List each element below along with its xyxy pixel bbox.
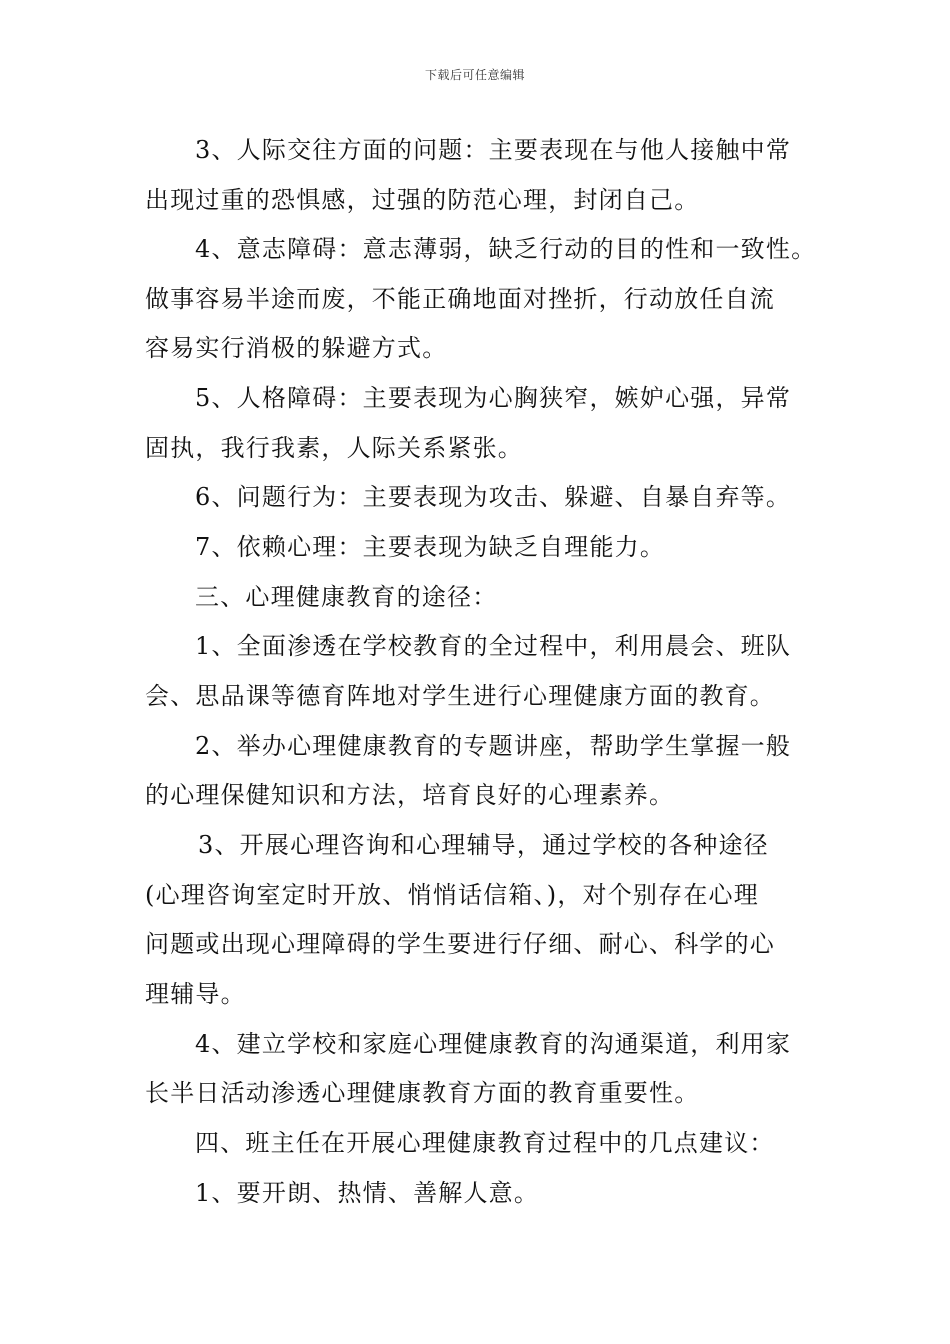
paragraph-line: 6、问题行为：主要表现为攻击、躲避、自暴自弃等。 [195, 483, 792, 511]
download-edit-note: 下载后可任意编辑 [424, 68, 525, 82]
section-heading: 三、心理健康教育的途径： [195, 583, 498, 611]
paragraph-line: 的心理保健知识和方法，培育良好的心理素养。 [145, 781, 675, 809]
paragraph-line: 长半日活动渗透心理健康教育方面的教育重要性。 [145, 1079, 700, 1107]
paragraph-line: 问题或出现心理障碍的学生要进行仔细、耐心、科学的心 [145, 930, 775, 958]
paragraph-line: 理辅导。 [145, 980, 246, 1008]
paragraph-line: 1、全面渗透在学校教育的全过程中，利用晨会、班队 [195, 632, 792, 660]
section-heading: 四、班主任在开展心理健康教育过程中的几点建议： [195, 1129, 775, 1157]
paragraph-line: 会、思品课等德育阵地对学生进行心理健康方面的教育。 [145, 682, 775, 710]
paragraph-line: 5、人格障碍：主要表现为心胸狭窄，嫉妒心强，异常 [195, 384, 792, 412]
paragraph-line: 3、开展心理咨询和心理辅导，通过学校的各种途径 [198, 831, 769, 859]
paragraph-line: 4、意志障碍：意志薄弱，缺乏行动的目的性和一致性。 [195, 235, 817, 263]
paragraph-line: 出现过重的恐惧感，过强的防范心理，封闭自己。 [145, 186, 700, 214]
paragraph-line: 2、举办心理健康教育的专题讲座，帮助学生掌握一般 [195, 732, 792, 760]
paragraph-line: 4、建立学校和家庭心理健康教育的沟通渠道，利用家 [195, 1030, 792, 1058]
paragraph-line: 做事容易半途而废，不能正确地面对挫折，行动放任自流 [145, 285, 775, 313]
paragraph-line: 7、依赖心理：主要表现为缺乏自理能力。 [195, 533, 666, 561]
paragraph-line: 3、人际交往方面的问题：主要表现在与他人接触中常 [195, 136, 792, 164]
paragraph-line: 容易实行消极的躲避方式。 [145, 334, 448, 362]
paragraph-line: 固执，我行我素，人际关系紧张。 [145, 434, 523, 462]
paragraph-line: 1、要开朗、热情、善解人意。 [195, 1179, 540, 1207]
paragraph-line: (心理咨询室定时开放、悄悄话信箱、)，对个别存在心理 [145, 881, 759, 909]
